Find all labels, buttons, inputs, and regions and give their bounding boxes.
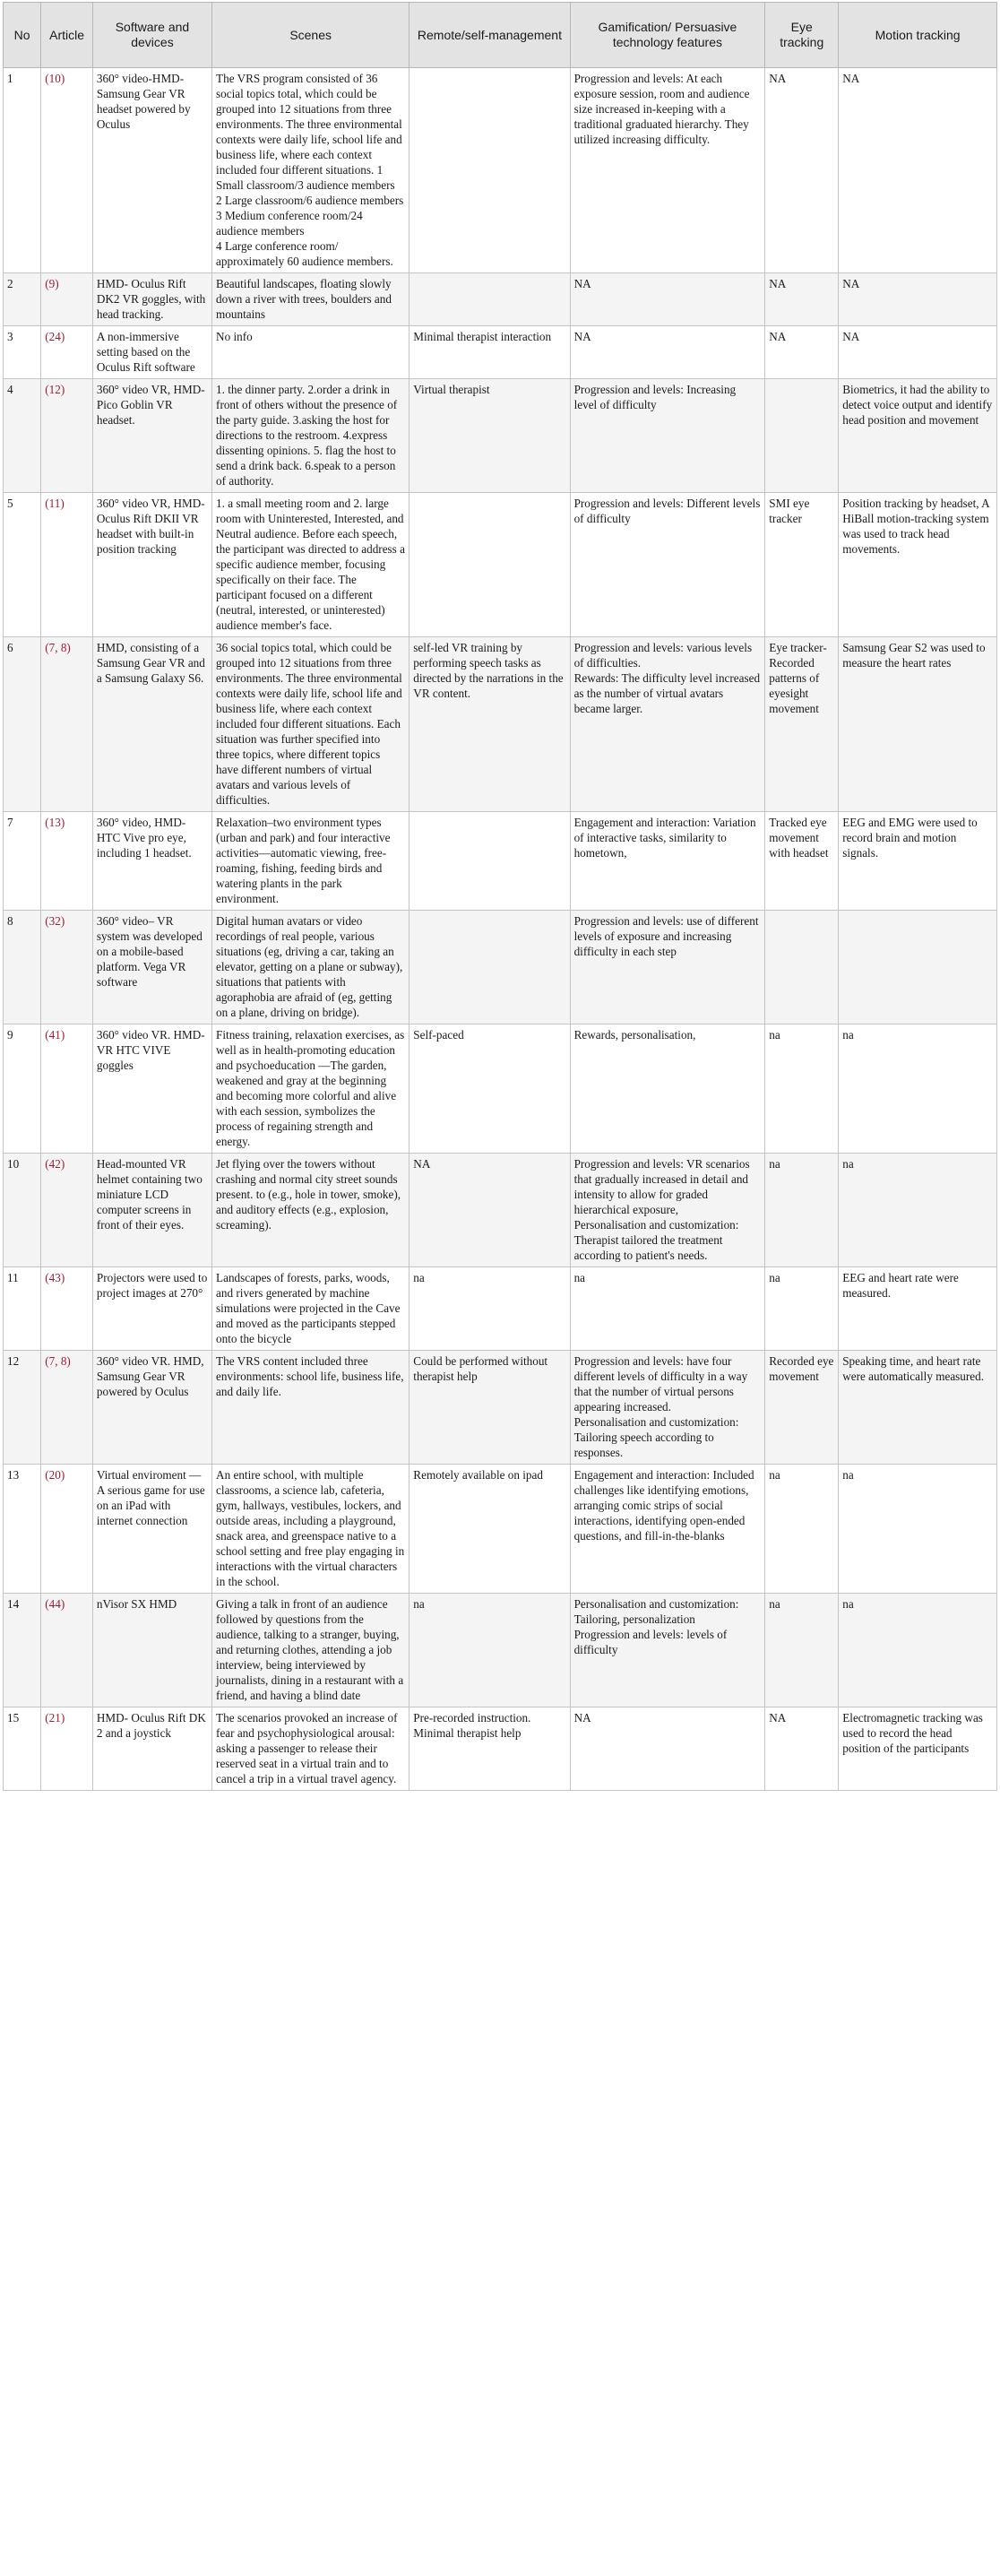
cell-remote	[409, 493, 570, 637]
table-row	[4, 379, 997, 493]
cell-no: 5	[4, 493, 41, 637]
cell-eye-tracking: na	[765, 1154, 839, 1267]
cell-remote: Virtual therapist	[409, 379, 570, 493]
cell-scenes: An entire school, with multiple classrooms, a science lab, cafeteria, gym, hallways, vestibules, lockers, and outside areas, including a playground, snack area, and greenspace native to a school setting and free play engaging in interactions with the virtual characters in the school.	[212, 1465, 409, 1594]
cell-gamification: Personalisation and customization: Tailoring, personalization Progression and levels: levels of difficulty	[570, 1594, 765, 1707]
cell-scenes: No info	[212, 326, 409, 379]
article-reference-link[interactable]: (21)	[45, 1711, 65, 1725]
cell-software: 360° video-HMD-Samsung Gear VR headset powered by Oculus	[92, 68, 211, 273]
cell-motion-tracking: na	[839, 1154, 997, 1267]
cell-software: 360° video VR, HMD-Oculus Rift DKII VR headset with built-in position tracking	[92, 493, 211, 637]
cell-software: 360° video VR. HMD- VR HTC VIVE goggles	[92, 1024, 211, 1154]
cell-scenes: Landscapes of forests, parks, woods, and rivers generated by machine simulations were projected in the Cave and moved as the participants stepped onto the bicycle	[212, 1267, 409, 1351]
cell-eye-tracking: na	[765, 1594, 839, 1707]
cell-scenes: 1. the dinner party. 2.order a drink in front of others without the presence of the party guide. 3.asking the host for directions to the restroom. 4.express dissenting opinions. 5. flag the host to send a drink back. 6.speak to a person of authority.	[212, 379, 409, 493]
cell-motion-tracking: NA	[839, 68, 997, 273]
cell-motion-tracking: NA	[839, 326, 997, 379]
cell-no: 4	[4, 379, 41, 493]
cell-gamification: Progression and levels: Increasing level of difficulty	[570, 379, 765, 493]
article-reference-link[interactable]: (20)	[45, 1468, 65, 1482]
cell-eye-tracking: NA	[765, 273, 839, 326]
cell-remote	[409, 812, 570, 911]
article-reference-link[interactable]: (44)	[45, 1597, 65, 1611]
header-eye-tracking: Eye tracking	[765, 3, 839, 68]
cell-article-ref	[41, 493, 93, 637]
cell-no: 9	[4, 1024, 41, 1154]
cell-motion-tracking: Samsung Gear S2 was used to measure the heart rates	[839, 637, 997, 812]
cell-remote	[409, 911, 570, 1024]
cell-software: 360° video, HMD-HTC Vive pro eye, including 1 headset.	[92, 812, 211, 911]
cell-article-ref	[41, 1465, 93, 1594]
cell-article-ref	[41, 1707, 93, 1791]
cell-remote	[409, 273, 570, 326]
cell-software: HMD- Oculus Rift DK2 VR goggles, with head tracking.	[92, 273, 211, 326]
cell-article-ref	[41, 379, 93, 493]
cell-remote: Pre-recorded instruction. Minimal therapist help	[409, 1707, 570, 1791]
cell-article-ref	[41, 1154, 93, 1267]
cell-eye-tracking: na	[765, 1267, 839, 1351]
cell-remote: NA	[409, 1154, 570, 1267]
cell-eye-tracking: NA	[765, 326, 839, 379]
table-row	[4, 1024, 997, 1154]
cell-scenes: Digital human avatars or video recordings of real people, various situations (eg, driving a car, taking an elevator, getting on a plane or subway), situations that patients with agoraphobia are afraid of (eg, getting on a plane, driving on bridge).	[212, 911, 409, 1024]
cell-eye-tracking: Eye tracker- Recorded patterns of eyesight movement	[765, 637, 839, 812]
header-gamification: Gamification/ Persuasive technology features	[570, 3, 765, 68]
cell-gamification: Progression and levels: VR scenarios that gradually increased in detail and intensity to allow for graded hierarchical exposure, Personalisation and customization: Therapist tailored the treatment according to patient's needs.	[570, 1154, 765, 1267]
cell-gamification: NA	[570, 1707, 765, 1791]
cell-no: 2	[4, 273, 41, 326]
cell-scenes: 36 social topics total, which could be grouped into 12 situations from three environments. The three environmental contexts were daily life, school life and business life, where each context included four different situations. Each situation was further specified into three topics, where different topics have different numbers of virtual avatars and various levels of difficulties.	[212, 637, 409, 812]
cell-motion-tracking: Position tracking by headset, A HiBall motion-tracking system was used to track head movements.	[839, 493, 997, 637]
studies-table	[3, 2, 997, 1791]
cell-gamification: Progression and levels: have four different levels of difficulty in a way that the number of virtual persons appearing increased. Personalisation and customization: Tailoring speech according to responses.	[570, 1351, 765, 1465]
cell-gamification: Rewards, personalisation,	[570, 1024, 765, 1154]
cell-no: 12	[4, 1351, 41, 1465]
article-reference-link[interactable]: (32)	[45, 914, 65, 928]
header-no: No	[4, 3, 41, 68]
cell-motion-tracking: na	[839, 1024, 997, 1154]
cell-motion-tracking	[839, 911, 997, 1024]
cell-article-ref	[41, 1351, 93, 1465]
table-row	[4, 1465, 997, 1594]
cell-gamification: Engagement and interaction: Included challenges like identifying emotions, arranging comic strips of social interactions, identifying open-ended questions, and fill-in-the-blanks	[570, 1465, 765, 1594]
cell-motion-tracking: na	[839, 1465, 997, 1594]
article-reference-link[interactable]: (12)	[45, 383, 65, 396]
cell-no: 3	[4, 326, 41, 379]
cell-eye-tracking: na	[765, 1024, 839, 1154]
cell-remote: Could be performed without therapist help	[409, 1351, 570, 1465]
cell-no: 8	[4, 911, 41, 1024]
cell-motion-tracking: EEG and heart rate were measured.	[839, 1267, 997, 1351]
header-software: Software and devices	[92, 3, 211, 68]
table-row	[4, 1594, 997, 1707]
cell-article-ref	[41, 326, 93, 379]
article-reference-link[interactable]: (9)	[45, 277, 59, 290]
cell-gamification: Engagement and interaction: Variation of interactive tasks, similarity to hometown,	[570, 812, 765, 911]
table-row	[4, 1707, 997, 1791]
cell-article-ref	[41, 273, 93, 326]
cell-motion-tracking: NA	[839, 273, 997, 326]
table-header	[4, 3, 997, 68]
cell-scenes: Relaxation–two environment types (urban and park) and four interactive activities—automatic viewing, free-roaming, fishing, feeding birds and watering plants in the park environment.	[212, 812, 409, 911]
header-scenes: Scenes	[212, 3, 409, 68]
cell-scenes: The VRS content included three environments: school life, business life, and daily life.	[212, 1351, 409, 1465]
cell-remote: na	[409, 1594, 570, 1707]
table-row	[4, 637, 997, 812]
table-row	[4, 911, 997, 1024]
cell-scenes: The VRS program consisted of 36 social topics total, which could be grouped into 12 situations from three environments. The three environmental contexts were daily life, school life and business life, where each context included four different situations. 1 Small classroom/3 audience members 2 Large classroom/6 audience members 3 Medium conference room/24 audience members 4 Large conference room/ approximately 60 audience members.	[212, 68, 409, 273]
cell-eye-tracking: Recorded eye movement	[765, 1351, 839, 1465]
cell-gamification: Progression and levels: use of different levels of exposure and increasing difficulty in each step	[570, 911, 765, 1024]
cell-motion-tracking: na	[839, 1594, 997, 1707]
cell-no: 7	[4, 812, 41, 911]
cell-gamification: NA	[570, 326, 765, 379]
cell-article-ref	[41, 1594, 93, 1707]
cell-software: nVisor SX HMD	[92, 1594, 211, 1707]
article-reference-link[interactable]: (41)	[45, 1028, 65, 1042]
article-reference-link[interactable]: (43)	[45, 1271, 65, 1284]
cell-article-ref	[41, 812, 93, 911]
cell-scenes: 1. a small meeting room and 2. large room with Uninterested, Interested, and Neutral audience. Before each speech, the participant was directed to address a specific audience member, focusing specifically on their face. The participant focused on a different (neutral, interested, or uninterested) audience member's face.	[212, 493, 409, 637]
header-remote: Remote/self-management	[409, 3, 570, 68]
table-row	[4, 812, 997, 911]
cell-article-ref	[41, 1024, 93, 1154]
cell-eye-tracking: SMI eye tracker	[765, 493, 839, 637]
table-row	[4, 326, 997, 379]
cell-software: Head-mounted VR helmet containing two miniature LCD computer screens in front of their eyes.	[92, 1154, 211, 1267]
table-row	[4, 1267, 997, 1351]
cell-gamification: NA	[570, 273, 765, 326]
article-reference-link[interactable]: (42)	[45, 1157, 65, 1171]
cell-remote: self-led VR training by performing speech tasks as directed by the narrations in the VR content.	[409, 637, 570, 812]
cell-no: 6	[4, 637, 41, 812]
article-reference-link[interactable]: (24)	[45, 330, 65, 343]
cell-motion-tracking: Speaking time, and heart rate were automatically measured.	[839, 1351, 997, 1465]
cell-scenes: The scenarios provoked an increase of fear and psychophysiological arousal: asking a passenger to release their reserved seat in a virtual train and to cancel a trip in a virtual travel agency.	[212, 1707, 409, 1791]
cell-no: 1	[4, 68, 41, 273]
table-row	[4, 1154, 997, 1267]
article-reference-link[interactable]: (11)	[45, 497, 65, 510]
table-body	[4, 68, 997, 1791]
article-reference-link[interactable]: (10)	[45, 72, 65, 85]
cell-scenes: Giving a talk in front of an audience followed by questions from the audience, talking to a stranger, buying, and returning clothes, attending a job interview, being interviewed by journalists, dining in a restaurant with a friend, and having a blind date	[212, 1594, 409, 1707]
cell-motion-tracking: Biometrics, it had the ability to detect voice output and identify head position and movement	[839, 379, 997, 493]
cell-software: 360° video VR, HMD-Pico Goblin VR headset.	[92, 379, 211, 493]
cell-eye-tracking	[765, 911, 839, 1024]
table-row	[4, 493, 997, 637]
cell-article-ref	[41, 1267, 93, 1351]
cell-gamification: Progression and levels: various levels of difficulties. Rewards: The difficulty level increased as the number of virtual avatars became larger.	[570, 637, 765, 812]
article-reference-link[interactable]: (7, 8)	[45, 1354, 71, 1368]
cell-software: A non-immersive setting based on the Oculus Rift software	[92, 326, 211, 379]
header-article: Article	[41, 3, 93, 68]
cell-article-ref	[41, 637, 93, 812]
table-row	[4, 68, 997, 273]
cell-article-ref	[41, 911, 93, 1024]
cell-scenes: Beautiful landscapes, floating slowly down a river with trees, boulders and mountains	[212, 273, 409, 326]
cell-no: 13	[4, 1465, 41, 1594]
cell-no: 11	[4, 1267, 41, 1351]
cell-remote: Minimal therapist interaction	[409, 326, 570, 379]
article-reference-link[interactable]: (7, 8)	[45, 641, 71, 654]
cell-software: HMD, consisting of a Samsung Gear VR and a Samsung Galaxy S6.	[92, 637, 211, 812]
cell-motion-tracking: Electromagnetic tracking was used to record the head position of the participants	[839, 1707, 997, 1791]
cell-software: Projectors were used to project images at 270°	[92, 1267, 211, 1351]
cell-eye-tracking	[765, 379, 839, 493]
cell-gamification: na	[570, 1267, 765, 1351]
cell-remote: Remotely available on ipad	[409, 1465, 570, 1594]
cell-no: 10	[4, 1154, 41, 1267]
cell-eye-tracking: Tracked eye movement with headset	[765, 812, 839, 911]
cell-remote	[409, 68, 570, 273]
cell-remote: Self-paced	[409, 1024, 570, 1154]
cell-article-ref	[41, 68, 93, 273]
cell-no: 15	[4, 1707, 41, 1791]
cell-software: 360° video– VR system was developed on a mobile-based platform. Vega VR software	[92, 911, 211, 1024]
table-row	[4, 1351, 997, 1465]
cell-motion-tracking: EEG and EMG were used to record brain and motion signals.	[839, 812, 997, 911]
cell-software: HMD- Oculus Rift DK 2 and a joystick	[92, 1707, 211, 1791]
cell-remote: na	[409, 1267, 570, 1351]
cell-gamification: Progression and levels: Different levels of difficulty	[570, 493, 765, 637]
cell-software: 360° video VR. HMD, Samsung Gear VR powered by Oculus	[92, 1351, 211, 1465]
cell-no: 14	[4, 1594, 41, 1707]
header-motion-tracking: Motion tracking	[839, 3, 997, 68]
cell-scenes: Fitness training, relaxation exercises, as well as in health-promoting education and psychoeducation —The garden, weakened and gray at the beginning and becoming more colorful and alive with each session, symbolizes the process of regaining strength and energy.	[212, 1024, 409, 1154]
cell-eye-tracking: NA	[765, 68, 839, 273]
cell-scenes: Jet flying over the towers without crashing and normal city street sounds present. to (e.g., hole in tower, smoke), and auditory effects (e.g., explosion, screaming).	[212, 1154, 409, 1267]
cell-gamification: Progression and levels: At each exposure session, room and audience size increased in-keeping with a traditional graduated hierarchy. They utilized increasing difficulty.	[570, 68, 765, 273]
cell-software: Virtual enviroment —A serious game for use on an iPad with internet connection	[92, 1465, 211, 1594]
article-reference-link[interactable]: (13)	[45, 816, 65, 829]
cell-eye-tracking: NA	[765, 1707, 839, 1791]
table-row	[4, 273, 997, 326]
cell-eye-tracking: na	[765, 1465, 839, 1594]
